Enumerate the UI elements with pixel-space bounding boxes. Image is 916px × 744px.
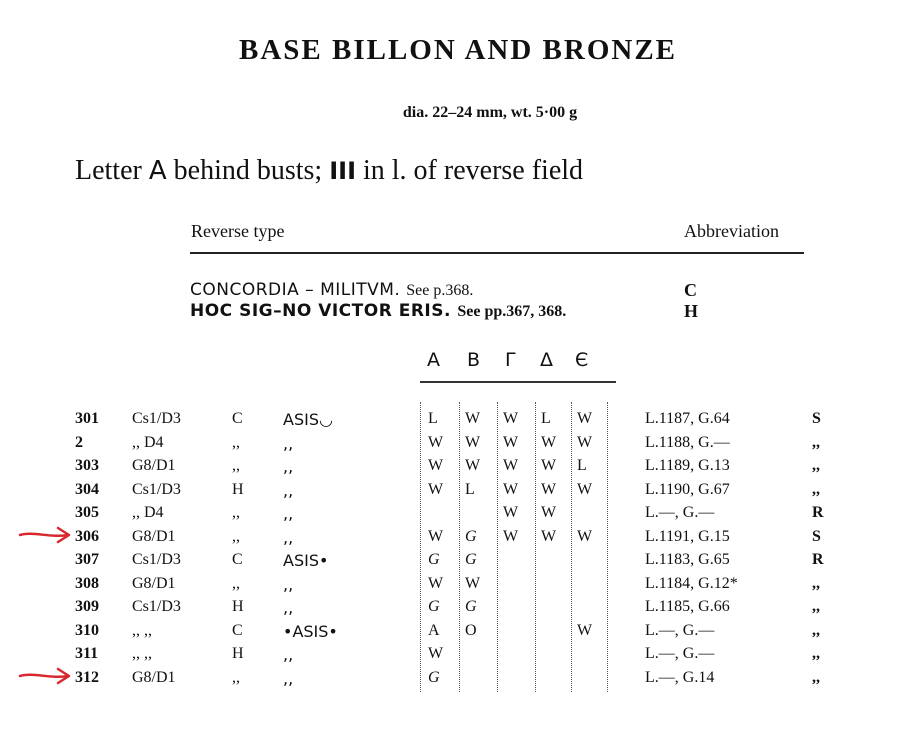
catalogue-number: 307 [75,551,99,568]
section-heading [75,155,583,187]
reverse-code: H [232,480,244,498]
mint-cell: W [541,527,557,545]
mint-cell: W [465,410,481,427]
rarity: ,, [812,645,820,662]
reverse-type-hoc-signo [190,301,566,321]
rarity: ,, [812,574,820,592]
greek-col-a: A [427,349,440,371]
heading-middle: behind busts; [173,155,323,186]
reverse-code: H [232,598,244,615]
grid-line [497,402,498,692]
reverse-code: ,, [232,457,240,474]
grid-line [607,402,608,692]
exergue-legend: ASIS• [283,551,329,570]
rarity: ,, [812,621,820,639]
exergue-legend: ,, [283,480,294,500]
exergue-legend: ,, [283,527,294,547]
obverse-code: ,, D4 [132,504,164,521]
reference: L.—, G.14 [645,668,715,686]
obverse-code: Cs1/D3 [132,598,181,615]
abbreviation-header: Abbreviation [684,221,779,241]
greek-col-b: B [467,349,481,371]
obverse-code: ,, ,, [132,645,152,662]
reverse-code: ,, [232,574,240,592]
catalogue-number: 310 [75,621,99,639]
reference: L.1188, G.— [645,433,730,451]
mint-cell: O [465,621,477,639]
rarity: ,, [812,480,820,498]
obverse-code: G8/D1 [132,527,176,545]
mint-cell: G [465,551,477,568]
mint-cell: W [503,433,519,451]
reverse-code: ,, [232,527,240,545]
reference: L.—, G.— [645,504,715,521]
mint-cell: G [465,598,477,615]
obverse-code: G8/D1 [132,668,176,686]
mint-cell: G [428,668,440,686]
obverse-code: ,, D4 [132,433,164,451]
mint-cell: W [503,480,519,498]
mint-cell: W [577,527,593,545]
mint-cell: W [465,574,481,592]
obverse-code: Cs1/D3 [132,410,181,427]
exergue-legend: ,, [283,433,294,453]
exergue-legend: ,, [283,668,294,688]
reverse-type-concordia [190,280,473,300]
mint-cell: W [541,480,557,498]
reverse-code: C [232,410,243,427]
mint-cell: W [577,621,593,639]
reverse-code: ,, [232,433,240,451]
reference: L.—, G.— [645,621,715,639]
reverse-code: ,, [232,668,240,686]
mint-cell: W [577,410,593,427]
reverse-code: ,, [232,504,240,521]
red-arrow-icon [18,524,72,546]
mint-cell: W [541,433,557,451]
obverse-code: Cs1/D3 [132,480,181,498]
heading-mark: III [329,157,356,185]
exergue-legend: •ASIS• [283,621,338,641]
exergue-legend: ,, [283,598,294,617]
reverse-code: C [232,551,243,568]
grid-line [535,402,536,692]
reverse-type-header: Reverse type [191,221,285,241]
heading-letter: A [148,156,167,186]
greek-rule [420,381,616,383]
reference: L.—, G.— [645,645,715,662]
heading-prefix: Letter [75,155,142,186]
exergue-legend: ,, [283,645,294,664]
mint-cell: W [465,433,481,451]
rarity: S [812,527,821,545]
header-rule [190,252,804,254]
page-title: BASE BILLON AND BRONZE [238,34,678,66]
obverse-code: ,, ,, [132,621,152,639]
rarity: R [812,551,824,568]
mint-cell: W [503,527,519,545]
reverse-see: See pp.367, 368. [457,303,567,320]
abbr-h: H [684,301,699,321]
catalogue-number: 312 [75,668,99,686]
reference: L.1191, G.15 [645,527,730,545]
catalogue-number: 303 [75,457,99,474]
catalogue-number: 304 [75,480,99,498]
greek-col-epsilon: Є [575,349,589,371]
catalogue-number: 301 [75,410,99,427]
mint-cell: W [465,457,481,474]
mint-cell: W [428,457,444,474]
heading-suffix: in l. of reverse field [363,155,584,186]
mint-cell: L [577,457,587,474]
obverse-code: G8/D1 [132,574,176,592]
reverse-see: See p.368. [406,282,474,299]
reference: L.1184, G.12* [645,574,738,592]
rarity: ,, [812,598,820,615]
reference: L.1190, G.67 [645,480,730,498]
catalogue-number: 311 [75,645,99,662]
mint-cell: W [541,504,557,521]
mint-cell: G [428,598,440,615]
reference: L.1187, G.64 [645,410,730,427]
mint-cell: W [541,457,557,474]
mint-cell: W [503,410,519,427]
reference: L.1183, G.65 [645,551,730,568]
mint-cell: A [428,621,440,639]
reverse-legend: HOC SIG–NO VICTOR ERIS. [190,301,451,321]
abbr-c: C [684,280,697,300]
mint-cell: L [541,410,551,427]
mint-cell: W [577,480,593,498]
grid-line [459,402,460,692]
exergue-legend: ,, [283,574,294,594]
reverse-code: H [232,645,244,662]
mint-cell: W [428,574,444,592]
coin-specs: dia. 22–24 mm, wt. 5·00 g [402,104,578,121]
catalogue-number: 305 [75,504,99,521]
reference: L.1185, G.66 [645,598,730,615]
reverse-code: C [232,621,243,639]
rarity: S [812,410,821,427]
catalogue-number: 308 [75,574,99,592]
mint-cell: W [503,504,519,521]
obverse-code: Cs1/D3 [132,551,181,568]
greek-col-gamma: Γ [505,349,516,371]
greek-col-delta: Δ [540,349,553,371]
exergue-legend: ,, [283,457,294,476]
catalogue-number: 309 [75,598,99,615]
catalogue-number: 306 [75,527,99,545]
mint-cell: W [428,433,444,451]
reference: L.1189, G.13 [645,457,730,474]
rarity: ,, [812,668,820,686]
exergue-legend: ASIS◡ [283,410,333,429]
mint-cell: W [428,645,444,662]
mint-cell: W [428,527,444,545]
mint-cell: G [428,551,440,568]
mint-cell: G [465,527,477,545]
rarity: R [812,504,824,521]
mint-cell: L [428,410,438,427]
obverse-code: G8/D1 [132,457,176,474]
grid-line [420,402,421,692]
mint-cell: W [428,480,444,498]
reverse-legend: CONCORDIA – MILITVM. [190,280,401,300]
exergue-legend: ,, [283,504,294,523]
mint-cell: W [577,433,593,451]
mint-cell: L [465,480,475,498]
catalogue-number: 2 [75,433,83,451]
rarity: ,, [812,457,820,474]
rarity: ,, [812,433,820,451]
mint-cell: W [503,457,519,474]
red-arrow-icon [18,665,72,687]
grid-line [571,402,572,692]
